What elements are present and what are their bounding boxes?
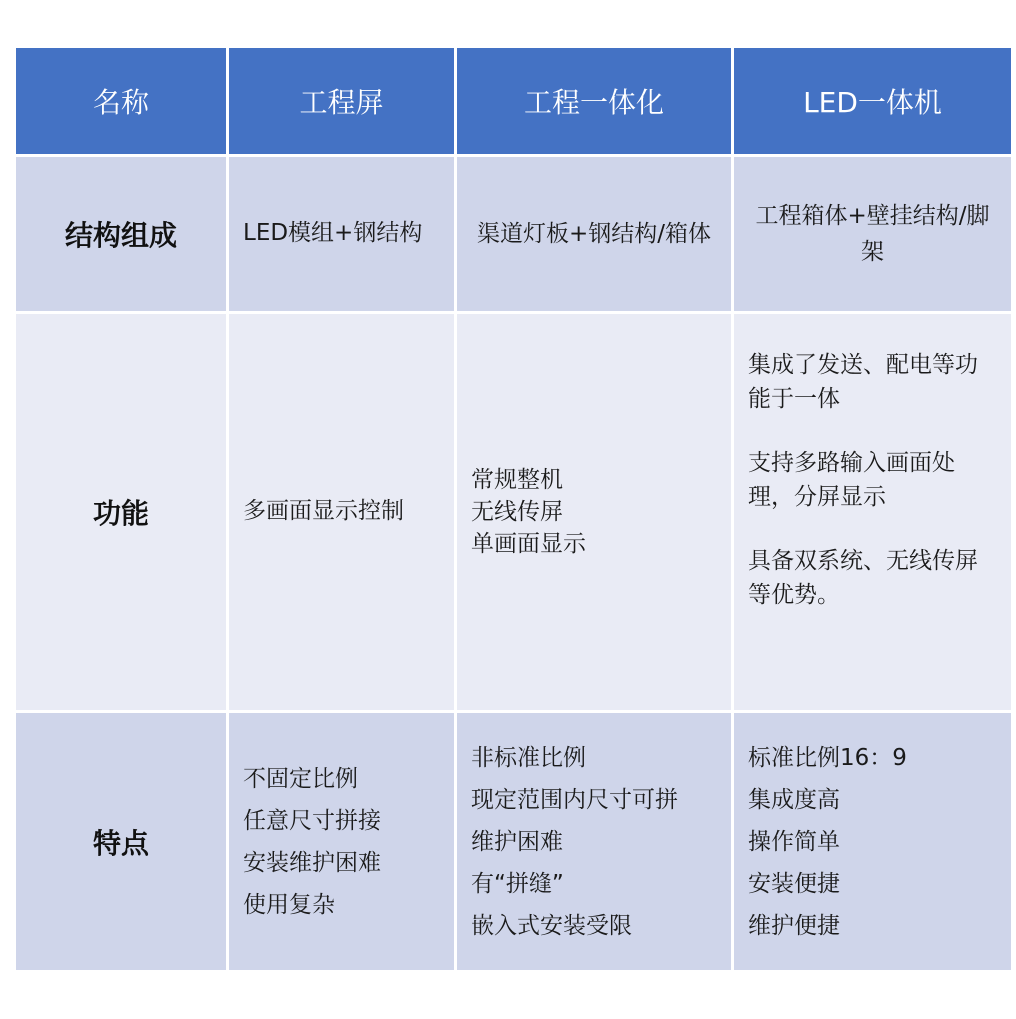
cell-text: 渠道灯板+钢结构/箱体 [476, 221, 712, 247]
paragraph-list [748, 348, 997, 612]
list-item: 现定范围内尺寸可拼 [471, 786, 678, 813]
list-item: 嵌入式安装受限 [471, 912, 632, 939]
cell-text: LED模组+钢结构 [243, 220, 423, 247]
features-led-all-in-one [734, 713, 1011, 970]
list-item: 任意尺寸拼接 [243, 807, 381, 834]
list-item: 集成度高 [748, 786, 840, 813]
header-name: 名称 [16, 48, 226, 154]
line-list [243, 758, 381, 926]
list-item: 具备双系统、无线传屏等优势。 [748, 548, 978, 608]
features-engineering-screen [229, 713, 454, 970]
structure-engineering-integrated [457, 157, 731, 311]
function-led-all-in-one [734, 314, 1011, 710]
header-led-all-in-one: LED一体机 [734, 48, 1011, 154]
list-item: 使用复杂 [243, 891, 335, 918]
list-item: 常规整机 [471, 467, 563, 493]
function-engineering-integrated [457, 314, 731, 710]
list-item: 不固定比例 [243, 765, 358, 792]
line-list [748, 737, 907, 947]
list-item: 支持多路输入画面处理，分屏显示 [748, 450, 955, 510]
structure-engineering-screen [229, 157, 454, 311]
list-item: 集成了发送、配电等功能于一体 [748, 352, 978, 412]
list-item: 无线传屏 [471, 499, 563, 525]
list-item: 非标准比例 [471, 744, 586, 771]
list-item: 维护便捷 [748, 912, 840, 939]
features-engineering-integrated [457, 713, 731, 970]
function-engineering-screen [229, 314, 454, 710]
list-item: 安装便捷 [748, 870, 840, 897]
list-item: 维护困难 [471, 828, 563, 855]
list-item: 操作简单 [748, 828, 840, 855]
header-engineering-screen: 工程屏 [229, 48, 454, 154]
comparison-table [16, 48, 1002, 970]
line-list [471, 737, 678, 947]
row-label-structure: 结构组成 [16, 157, 226, 311]
cell-text: 工程箱体+壁挂结构/脚架 [755, 203, 990, 265]
header-engineering-integrated: 工程一体化 [457, 48, 731, 154]
row-label-function: 功能 [16, 314, 226, 710]
structure-led-all-in-one [734, 157, 1011, 311]
line-list [471, 464, 586, 560]
list-item: 单画面显示 [471, 531, 586, 557]
row-label-features: 特点 [16, 713, 226, 970]
list-item: 标准比例16：9 [748, 744, 907, 771]
list-item: 安装维护困难 [243, 849, 381, 876]
list-item: 有“拼缝” [471, 870, 564, 897]
cell-text: 多画面显示控制 [243, 498, 404, 525]
